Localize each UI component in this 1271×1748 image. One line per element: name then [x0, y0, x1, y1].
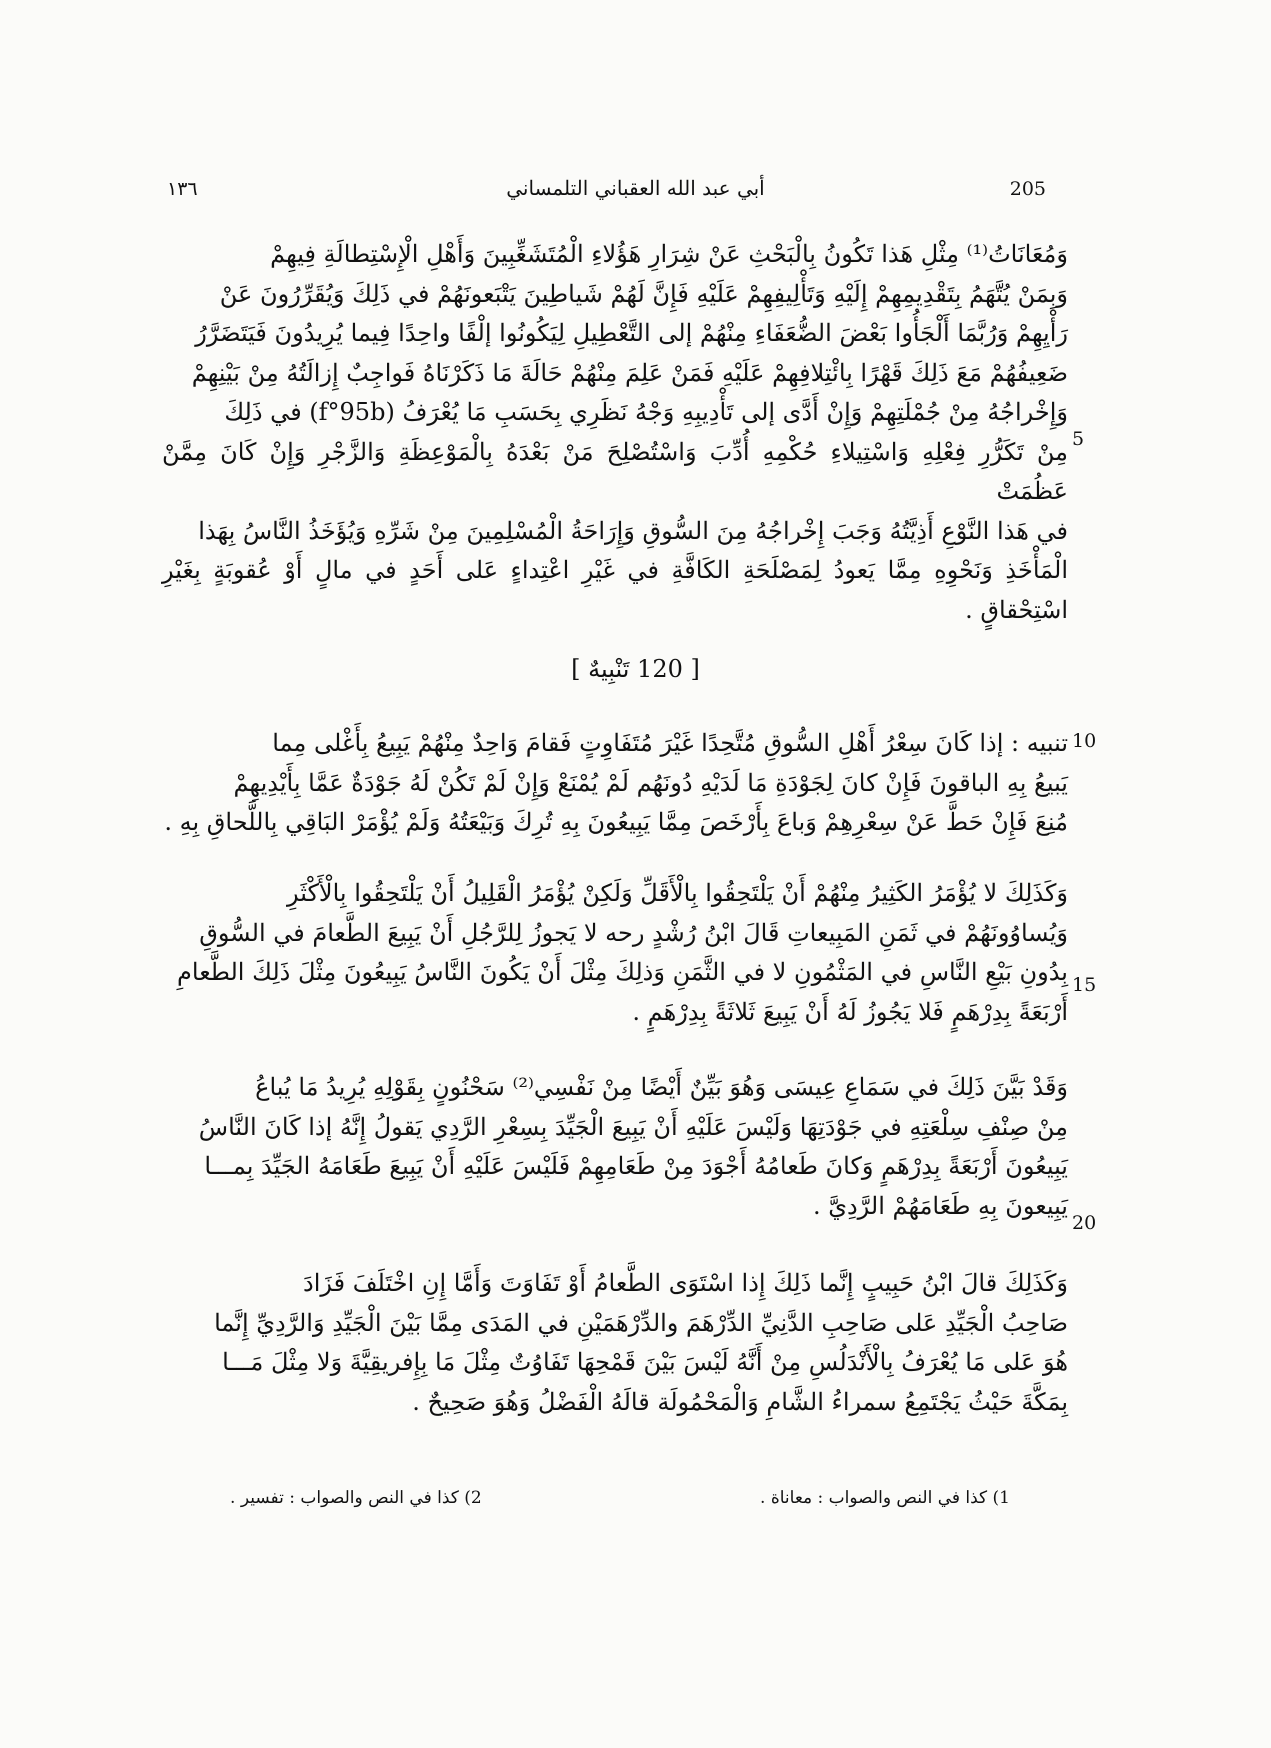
- text-line: مِنْ صِنْفِ سِلْعَتِهِ في جَوْدَتِهَا وَلَيْسَ عَلَيْهِ أَنْ يَبِيعَ الْجَيِّدَ بِسِعْرِ الرَّدِي يَقولُ إِنَّهُ إذا كَانَ النَّاسُ: [198, 1112, 1068, 1141]
- text-line: مِنْ تَكَرُّرِ فِعْلِهِ وَاسْتِيلاءِ حُكْمِهِ أُدِّبَ وَاسْتُصْلِحَ مَنْ بَعْدَهُ بِالْمَوْعِظَةِ وَالزَّجْرِ وَإِنْ كَانَ مِمَّنْ عَظُمَتْ: [162, 437, 1068, 505]
- footnotes: [230, 1488, 1010, 1508]
- text-line: وَكَذَلِكَ لا يُؤْمَرُ الكَثِيرُ مِنْهُمْ أَنْ يَلْتَحِقُوا بِالْأَقَلِّ وَلَكِنْ يُؤْمَرُ الْقَلِيلُ أَنْ يَلْتَحِقُوا بِالْأَكْثَرِ: [286, 879, 1068, 907]
- running-header: أبي عبد الله العقباني التلمساني: [506, 176, 765, 200]
- text-line: بِمَكَّةَ حَيْثُ يَجْتَمِعُ سمراءُ الشَّامِ وَالْمَحْمُولَة قالَهُ الْفَضْلُ وَهُوَ صَحِيحٌ .: [412, 1387, 1068, 1416]
- paragraph-4: [162, 1068, 1068, 1226]
- text-line: الْمَأْخَذِ وَنَحْوِهِ مِمَّا يَعودُ لِمَصْلَحَةِ الكَافَّةِ في غَيْرِ اعْتِداءٍ عَلى أَحَدٍ في مالٍ أَوْ عُقوبَةٍ بِغَيْرِ اسْتِحْقاقٍ .: [162, 556, 1069, 624]
- text-line: وَإِخْراجُهُ مِنْ جُمْلَتِهِمْ وَإِنْ أَدَّى إلى تَأْدِيبِهِ وَجْهُ نَظَرِي بِحَسَبِ مَا يُعْرَفُ (f°95b) في ذَلِكَ: [224, 398, 1068, 426]
- text-line: مُنِعَ فَإِنْ حَطَّ عَنْ سِعْرِهِمْ وَباعَ بِأَرْخَصَ مِمَّا يَبِيعُونَ بِهِ تُرِكَ وَبَيْعَتُهُ وَلَمْ يُؤْمَرْ البَاقِي بِاللَّحاقِ بِهِ .: [164, 808, 1068, 836]
- line-number: 10: [1072, 730, 1097, 752]
- text-line: يَبِيعونَ بِهِ طَعَامَهُمْ الرَّدِيَّ .: [812, 1191, 1068, 1220]
- text-line: في هَذا النَّوْعِ أَذِيَّتُهُ وَجَبَ إِخْراجُهُ مِنَ السُّوقِ وَإِرَاحَةُ الْمُسْلِمِينَ مِنْ شَرِّهِ وَيُؤَخَذُ النَّاسُ بِهَذا: [198, 516, 1068, 545]
- text-line: وَكَذَلِكَ قالَ ابْنُ حَبِيبٍ إِنَّما ذَلِكَ إِذا اسْتَوَى الطَّعامُ أَوْ تَفَاوَتَ وَأَمَّا إِنِ اخْتَلَفَ فَزَادَ: [303, 1269, 1068, 1297]
- footnote-1: 1) كذا في النص والصواب : معاناة .: [760, 1488, 1010, 1508]
- text-line: ضَعِيفُهُمْ مَعَ ذَلِكَ قَهْرًا بِائْتِلافِهِمْ عَلَيْهِ فَمَنْ عَلِمَ مِنْهُمْ حَالَةَ مَا ذَكَرْنَاهُ فَواجِبٌ إِزالَتُهُ مِنْ بَيْنِهِمْ: [191, 358, 1068, 387]
- section-heading: [ 120 تَنْبِيهٌ ]: [571, 655, 700, 683]
- footnote-spacer: [576, 1488, 666, 1508]
- text-line: أَرْبَعَةً بِدِرْهَمٍ فَلا يَجُوزُ لَهُ أَنْ يَبِيعَ ثَلاثَةً بِدِرْهَمٍ .: [632, 997, 1068, 1026]
- line-number: 5: [1072, 428, 1085, 450]
- text-line: هُوَ عَلى مَا يُعْرَفُ بِالْأَنْدَلُسِ مِنْ أَنَّهُ لَيْسَ بَيْنَ قَمْحِهَا تَفَاوُتٌ مِثْلَ مَا بِإِفريقِيَّةَ وَلا مِثْلَ مَـــا: [222, 1348, 1068, 1376]
- page-number-latin: 205: [1009, 178, 1046, 200]
- text-line: يَبيعُ بِهِ الباقونَ فَإِنْ كانَ لِجَوْدَةِ مَا لَدَيْهِ دُونَهُم لَمْ يُمْنَعْ وَإِنْ لَمْ تَكُنْ لَهُ جَوْدَةٌ عَمَّا بِأَيْدِيهِمْ: [233, 768, 1068, 797]
- paragraph-3: [162, 874, 1068, 1032]
- footnote-2: 2) كذا في النص والصواب : تفسير .: [230, 1488, 482, 1508]
- text-line: وَيُساوُونَهُمْ في ثَمَنِ المَبِيعاتِ قَالَ ابْنُ رُشْدٍ رحه لا يَجوزُ لِلرَّجُلِ أَنْ يَبِيعَ الطَّعامَ في السُّوقِ: [199, 918, 1068, 947]
- text-line: وَمُعَانَاتُ⁽¹⁾ مِثْلِ هَذا تَكُونُ بِالْبَحْثِ عَنْ شِرَارِ هَؤُلاءِ الْمُتَشَغِّبِينَ وَأَهْلِ الْإِسْتِطالَةِ فِيهِمْ: [270, 240, 1068, 268]
- page-number-arabic: ١٣٦: [167, 178, 198, 200]
- text-line: رَأْيِهِمْ وَرُبَّمَا أَلْجَأُوا بَعْضَ الضُّعَفَاءِ مِنْهُمْ إلى التَّعْطِيلِ لِيَكُونُوا إلْفًا واحِدًا فِيما يُرِيدُونَ فَيَتَضَرَّرُ: [195, 319, 1068, 347]
- paragraph-5: [162, 1264, 1068, 1422]
- text-line: يَبِيعُونَ أَرْبَعَةً بِدِرْهَمٍ وَكانَ طَعامُهُ أَجْوَدَ مِنْ طَعَامِهِمْ فَلَيْسَ عَلَيْهِ أَنْ يَبِيعَ طَعَامَهُ الجَيِّدَ بِمـــا: [204, 1152, 1068, 1180]
- text-line: تنبيه : إذا كَانَ سِعْرُ أَهْلِ السُّوقِ مُتَّحِدًا غَيْرَ مُتَفَاوِتٍ فَقامَ وَاحِدٌ مِنْهُمْ يَبِيعُ بِأَغْلى مِما: [272, 729, 1068, 757]
- text-line: بِدُونِ بَيْعِ النَّاسِ في المَثْمُونِ لا في الثَّمَنِ وَذلِكَ مِثْلَ أَنْ يَكُونَ النَّاسُ يَبِيعُونَ مِثْلَ ذَلِكَ الطَّعامِ: [177, 958, 1068, 986]
- paragraph-2: [162, 724, 1068, 843]
- paragraph-1: [162, 235, 1068, 630]
- text-line: وَقَدْ بَيَّنَ ذَلِكَ في سَمَاعِ عِيسَى وَهُوَ بَيِّنٌ أَيْضًا مِنْ نَفْسِي⁽²⁾ سَحْنُونٍ بِقَوْلِهِ يُرِيدُ مَا يُباعُ: [255, 1073, 1068, 1101]
- line-number: 15: [1072, 974, 1097, 996]
- text-line: وَبِمَنْ يُتَّهَمُ بِتَقْدِيمِهِمْ إِلَيْهِ وَتَأْلِيفِهِمْ عَلَيْهِ فَإِنَّ لَهُمْ شَياطِينَ يَتْبَعونَهُمْ في ذَلِكَ وَيُقَرِّرُونَ عَنْ: [219, 279, 1068, 308]
- line-number: 20: [1072, 1212, 1097, 1234]
- text-line: صَاحِبُ الْجَيِّدِ عَلى صَاحِبِ الدَّنِيِّ الدِّرْهَمَ والدِّرْهَمَيْنِ في المَدَى مِمَّا بَيْنَ الْجَيِّدِ وَالرَّدِيِّ إِنَّما: [214, 1308, 1068, 1337]
